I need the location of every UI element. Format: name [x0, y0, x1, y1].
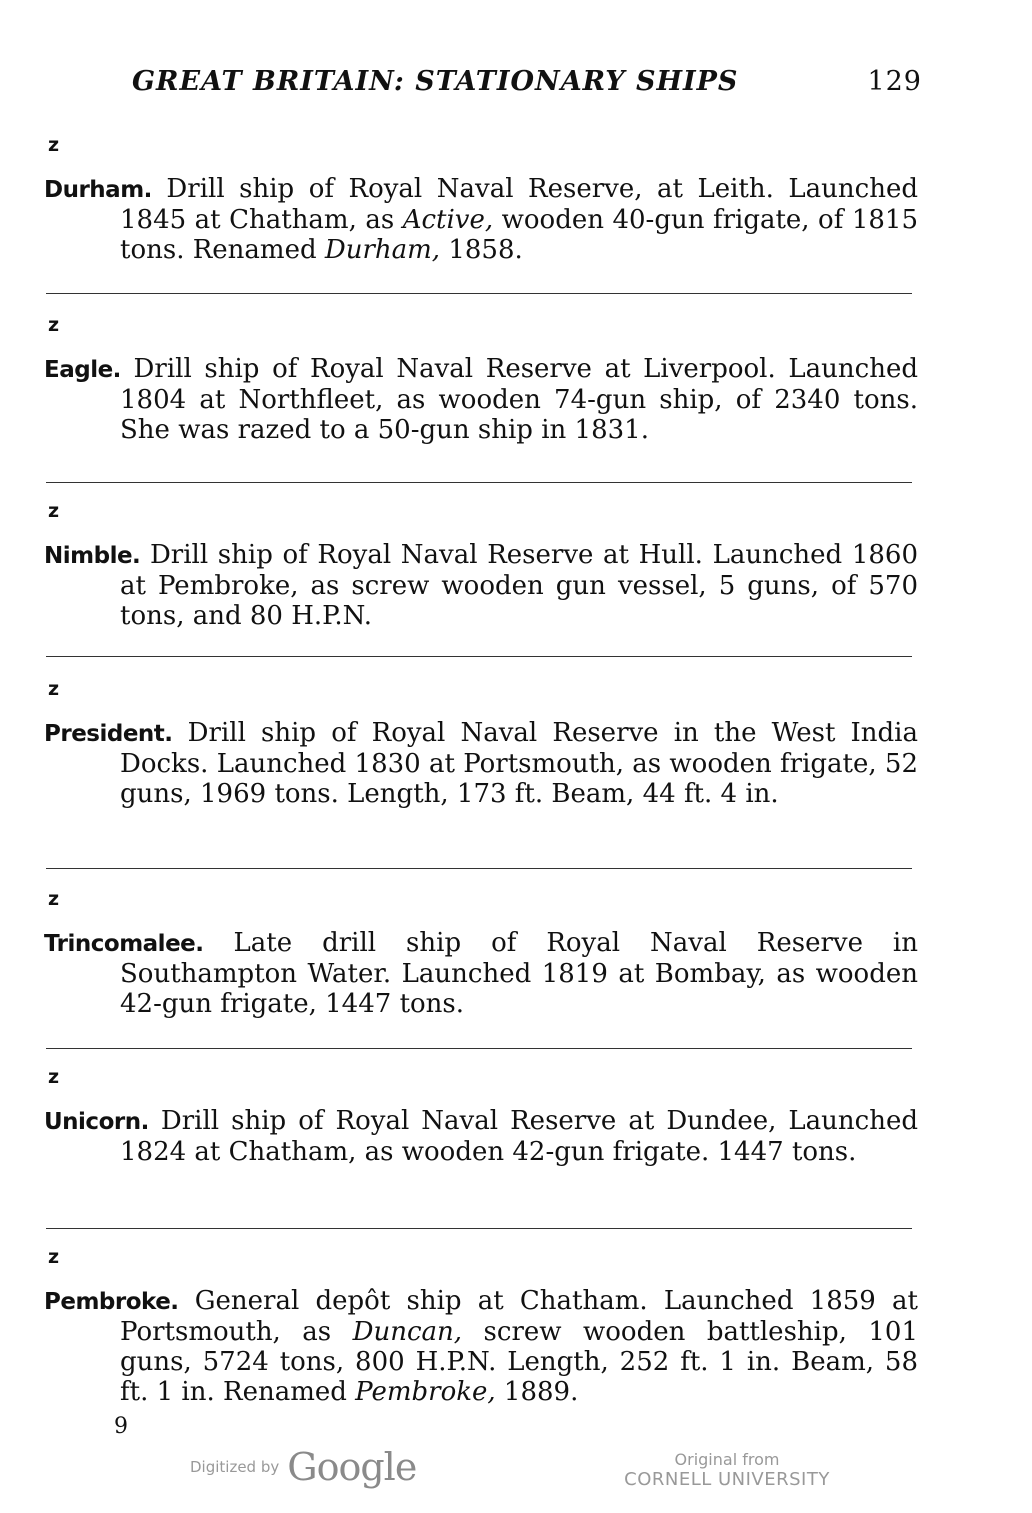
new-name: Durham,: [324, 235, 441, 265]
digitized-label: Digitized by: [190, 1458, 280, 1476]
entry-mark: z: [48, 314, 60, 336]
entry-text: Durham. Drill ship of Royal Naval Reserve, at Leith. Launched 1845 at Chatham, as Active, wooden 40-gun frigate, of 1815 tons. Renamed Durham, 1858.: [44, 174, 918, 265]
divider-rule: [46, 1048, 912, 1049]
entry-text: Trincomalee. Late drill ship of Royal Naval Reserve in Southampton Water. Launched 1819 at Bombay, as wooden 42-gun frigate, 1447 tons.: [44, 928, 918, 1019]
source-watermark: [622, 1450, 832, 1490]
former-name: Active,: [402, 205, 494, 235]
signature-mark: 9: [114, 1414, 128, 1439]
entry-mark: z: [48, 1066, 60, 1088]
entry-mark: z: [48, 500, 60, 522]
divider-rule: [46, 868, 912, 869]
entry-mark: z: [48, 888, 60, 910]
original-from-label: Original from: [674, 1450, 780, 1469]
divider-rule: [46, 293, 912, 294]
entry-unicorn: [44, 1064, 918, 1167]
entry-durham: [44, 132, 918, 265]
entry-text: Pembroke. General depôt ship at Chatham. Launched 1859 at Portsmouth, as Duncan, screw wooden battleship, 101 guns, 5724 tons, 800 H.P.N. Length, 252 ft. 1 in. Beam, 58 ft. 1 in. Renamed Pembroke, 1889.: [44, 1286, 918, 1407]
former-name: Duncan,: [352, 1317, 463, 1347]
entry-text: President. Drill ship of Royal Naval Reserve in the West India Docks. Launched 1830 at Portsmouth, as wooden frigate, 52 guns, 1969 tons. Length, 173 ft. Beam, 44 ft. 4 in.: [44, 718, 918, 809]
divider-rule: [46, 482, 912, 483]
ship-name: Unicorn.: [44, 1109, 149, 1135]
entry-nimble: [44, 498, 918, 631]
entry-text: Nimble. Drill ship of Royal Naval Reserve at Hull. Launched 1860 at Pembroke, as screw wooden gun vessel, 5 guns, of 570 tons, and 80 H.P.N.: [44, 540, 918, 631]
entry-president: [44, 676, 918, 809]
running-title: GREAT BRITAIN: STATIONARY SHIPS: [132, 66, 739, 97]
entry-eagle: [44, 312, 918, 445]
ship-name: President.: [44, 721, 173, 747]
entry-mark: z: [48, 678, 60, 700]
google-logo: Google: [287, 1445, 417, 1489]
ship-name: Trincomalee.: [44, 931, 204, 957]
divider-rule: [46, 656, 912, 657]
digitized-watermark: [190, 1445, 416, 1489]
entry-text: Unicorn. Drill ship of Royal Naval Reserve at Dundee, Launched 1824 at Chatham, as wooden 42-gun frigate. 1447 tons.: [44, 1106, 918, 1167]
ship-name: Eagle.: [44, 357, 121, 383]
entry-trincomalee: [44, 886, 918, 1019]
institution-label: CORNELL UNIVERSITY: [624, 1469, 830, 1490]
entry-mark: z: [48, 134, 60, 156]
page-number: 129: [867, 66, 922, 97]
entry-pembroke: [44, 1244, 918, 1407]
ship-name: Durham.: [44, 177, 152, 203]
divider-rule: [46, 1228, 912, 1229]
entry-mark: z: [48, 1246, 60, 1268]
ship-name: Nimble.: [44, 543, 141, 569]
new-name: Pembroke,: [355, 1377, 496, 1407]
ship-name: Pembroke.: [44, 1289, 179, 1315]
entry-text: Eagle. Drill ship of Royal Naval Reserve at Liverpool. Launched 1804 at Northfleet, as wooden 74-gun ship, of 2340 tons. She was razed to a 50-gun ship in 1831.: [44, 354, 918, 445]
